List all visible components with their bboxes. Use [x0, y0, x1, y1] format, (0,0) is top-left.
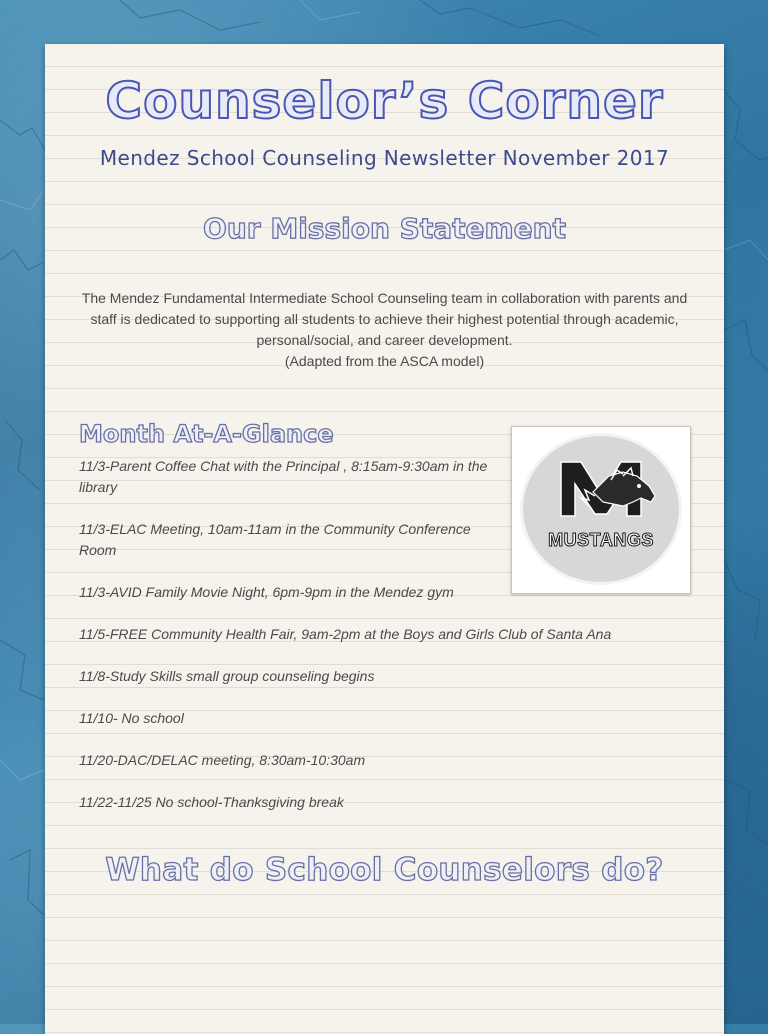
mission-statement [75, 288, 694, 372]
event-item: 11/10- No school [79, 710, 184, 726]
event-item: 11/3-Parent Coffee Chat with the Principal , 8:15am-9:30am in the library [79, 458, 488, 495]
event-item: 11/3-AVID Family Movie Night, 6pm-9pm in the Mendez gym [79, 584, 454, 600]
event-item: 11/20-DAC/DELAC meeting, 8:30am-10:30am [79, 752, 366, 768]
mustangs-logo-image [511, 426, 691, 594]
logo-text: MUSTANGS [548, 530, 654, 550]
newsletter-title: Counselor’s Corner [105, 72, 664, 130]
event-item: 11/3-ELAC Meeting, 10am-11am in the Community Conference Room [79, 521, 471, 558]
event-item: 11/8-Study Skills small group counseling begins [79, 668, 375, 684]
mustang-m-logo-icon [523, 436, 679, 582]
mission-note: (Adapted from the ASCA model) [284, 353, 485, 369]
newsletter-subtitle: Mendez School Counseling Newsletter November 2017 [99, 146, 670, 170]
newsletter-page [45, 44, 724, 1034]
event-item: 11/5-FREE Community Health Fair, 9am-2pm at the Boys and Girls Club of Santa Ana [79, 626, 612, 642]
mission-heading: Our Mission Statement [203, 212, 566, 245]
month-at-a-glance-heading: Month At-A-Glance [79, 420, 334, 448]
mission-text: The Mendez Fundamental Intermediate School Counseling team in collaboration with parents and staff is dedicated to supporting all students to achieve their highest potential through academic, personal/social, and career development. [81, 290, 688, 348]
event-item: 11/22-11/25 No school-Thanksgiving break [79, 794, 344, 810]
logo-badge [520, 433, 682, 585]
counselors-heading: What do School Counselors do? [105, 852, 664, 888]
